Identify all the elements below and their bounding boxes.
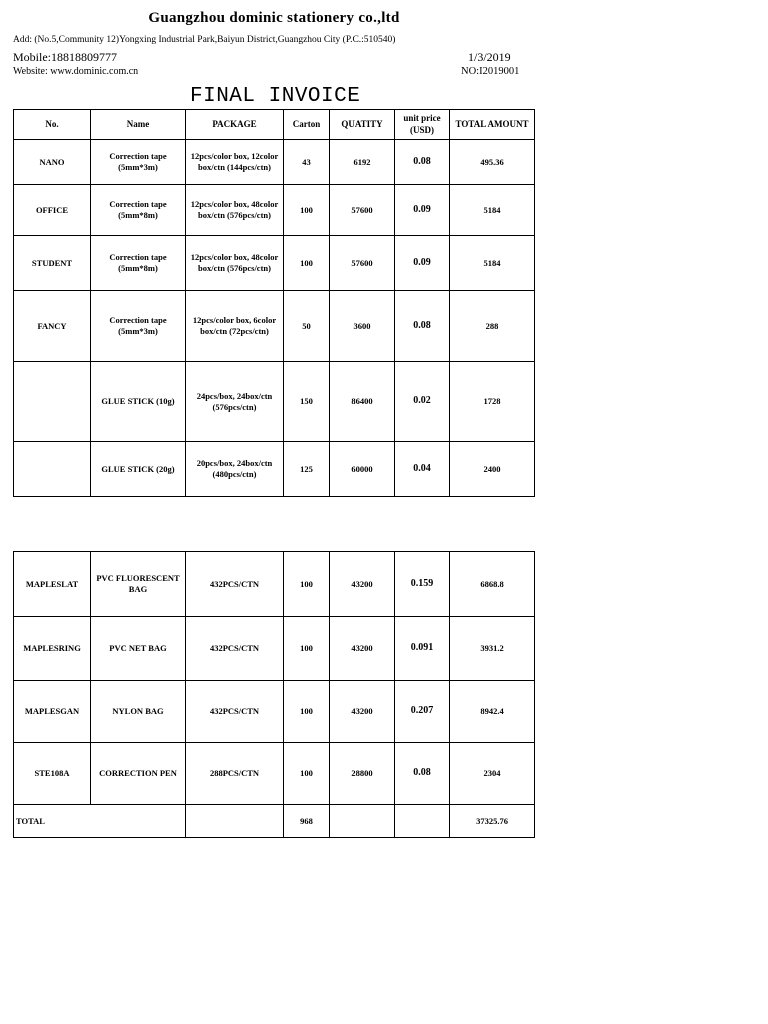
row-price: 0.159: [395, 552, 450, 617]
row-name: GLUE STICK (20g): [91, 442, 186, 497]
row-price: 0.091: [395, 617, 450, 681]
col-header-carton: Carton: [284, 110, 330, 140]
col-header-package: PACKAGE: [186, 110, 284, 140]
row-carton: 150: [284, 362, 330, 442]
invoice-table-main: [13, 109, 535, 497]
row-total: 5184: [450, 236, 535, 291]
table-header-row: [14, 110, 535, 140]
row-price: 0.08: [395, 140, 450, 185]
col-header-quantity: QUATITY: [330, 110, 395, 140]
company-mobile: Mobile:18818809777: [13, 50, 117, 64]
table-row: [14, 743, 535, 805]
row-no: FANCY: [14, 291, 91, 362]
row-total: 8942.4: [450, 681, 535, 743]
row-carton: 100: [284, 185, 330, 236]
row-price: 0.207: [395, 681, 450, 743]
company-address: Add: (No.5,Community 12)Yongxing Industrial Park,Baiyun District,Guangzhou City (P.C.:510540): [13, 35, 396, 45]
row-total: 495.36: [450, 140, 535, 185]
totals-price: [395, 805, 450, 838]
row-total: 288: [450, 291, 535, 362]
table-row: [14, 442, 535, 497]
company-name: Guangzhou dominic stationery co.,ltd: [148, 10, 400, 26]
totals-label: TOTAL: [14, 805, 186, 838]
row-quantity: 57600: [330, 236, 395, 291]
row-carton: 100: [284, 743, 330, 805]
row-package: 20pcs/box, 24box/ctn (480pcs/ctn): [186, 442, 284, 497]
row-price: 0.08: [395, 743, 450, 805]
row-name: PVC NET BAG: [91, 617, 186, 681]
table-row: [14, 362, 535, 442]
row-price: 0.04: [395, 442, 450, 497]
row-total: 3931.2: [450, 617, 535, 681]
invoice-number: NO:I2019001: [461, 66, 520, 77]
table-row: [14, 291, 535, 362]
row-price: 0.09: [395, 236, 450, 291]
row-package: 12pcs/color box, 48color box/ctn (576pcs/ctn): [186, 236, 284, 291]
row-carton: 100: [284, 681, 330, 743]
table-row: [14, 617, 535, 681]
row-package: 24pcs/box, 24box/ctn (576pcs/ctn): [186, 362, 284, 442]
row-name: GLUE STICK (10g): [91, 362, 186, 442]
row-quantity: 43200: [330, 681, 395, 743]
row-no: [14, 362, 91, 442]
row-quantity: 86400: [330, 362, 395, 442]
row-no: STUDENT: [14, 236, 91, 291]
row-no: OFFICE: [14, 185, 91, 236]
row-carton: 50: [284, 291, 330, 362]
invoice-title: FINAL INVOICE: [190, 85, 361, 108]
col-header-no: No.: [14, 110, 91, 140]
row-quantity: 28800: [330, 743, 395, 805]
row-package: 12pcs/color box, 6color box/ctn (72pcs/ctn): [186, 291, 284, 362]
totals-carton: 968: [284, 805, 330, 838]
row-no: [14, 442, 91, 497]
row-package: 432PCS/CTN: [186, 681, 284, 743]
row-price: 0.08: [395, 291, 450, 362]
row-name: PVC FLUORESCENT BAG: [91, 552, 186, 617]
totals-package: [186, 805, 284, 838]
row-name: Correction tape (5mm*3m): [91, 140, 186, 185]
row-price: 0.02: [395, 362, 450, 442]
table-row: [14, 185, 535, 236]
col-header-price: unit price (USD): [395, 110, 450, 140]
row-no: MAPLESGAN: [14, 681, 91, 743]
row-price: 0.09: [395, 185, 450, 236]
row-carton: 100: [284, 552, 330, 617]
row-no: MAPLESRING: [14, 617, 91, 681]
row-quantity: 60000: [330, 442, 395, 497]
row-total: 6868.8: [450, 552, 535, 617]
row-package: 12pcs/color box, 48color box/ctn (576pcs/ctn): [186, 185, 284, 236]
totals-quantity: [330, 805, 395, 838]
row-no: STE108A: [14, 743, 91, 805]
row-quantity: 43200: [330, 617, 395, 681]
row-total: 1728: [450, 362, 535, 442]
invoice-date: 1/3/2019: [468, 50, 511, 64]
row-package: 288PCS/CTN: [186, 743, 284, 805]
row-package: 432PCS/CTN: [186, 617, 284, 681]
row-name: Correction tape (5mm*8m): [91, 185, 186, 236]
row-no: MAPLESLAT: [14, 552, 91, 617]
row-name: Correction tape (5mm*3m): [91, 291, 186, 362]
row-total: 5184: [450, 185, 535, 236]
row-carton: 125: [284, 442, 330, 497]
row-name: Correction tape (5mm*8m): [91, 236, 186, 291]
col-header-total: TOTAL AMOUNT: [450, 110, 535, 140]
row-carton: 100: [284, 236, 330, 291]
col-header-name: Name: [91, 110, 186, 140]
row-total: 2400: [450, 442, 535, 497]
company-website: Website: www.dominic.com.cn: [13, 66, 139, 77]
row-quantity: 57600: [330, 185, 395, 236]
table-row: [14, 236, 535, 291]
totals-amount: 37325.76: [450, 805, 535, 838]
row-name: CORRECTION PEN: [91, 743, 186, 805]
table-row: [14, 140, 535, 185]
row-package: 432PCS/CTN: [186, 552, 284, 617]
table-row: [14, 552, 535, 617]
row-quantity: 3600: [330, 291, 395, 362]
totals-row: [14, 805, 535, 838]
row-carton: 43: [284, 140, 330, 185]
row-quantity: 43200: [330, 552, 395, 617]
row-no: NANO: [14, 140, 91, 185]
table-row: [14, 681, 535, 743]
row-total: 2304: [450, 743, 535, 805]
row-package: 12pcs/color box, 12color box/ctn (144pcs/ctn): [186, 140, 284, 185]
row-carton: 100: [284, 617, 330, 681]
row-quantity: 6192: [330, 140, 395, 185]
invoice-table-secondary: [13, 551, 535, 838]
row-name: NYLON BAG: [91, 681, 186, 743]
